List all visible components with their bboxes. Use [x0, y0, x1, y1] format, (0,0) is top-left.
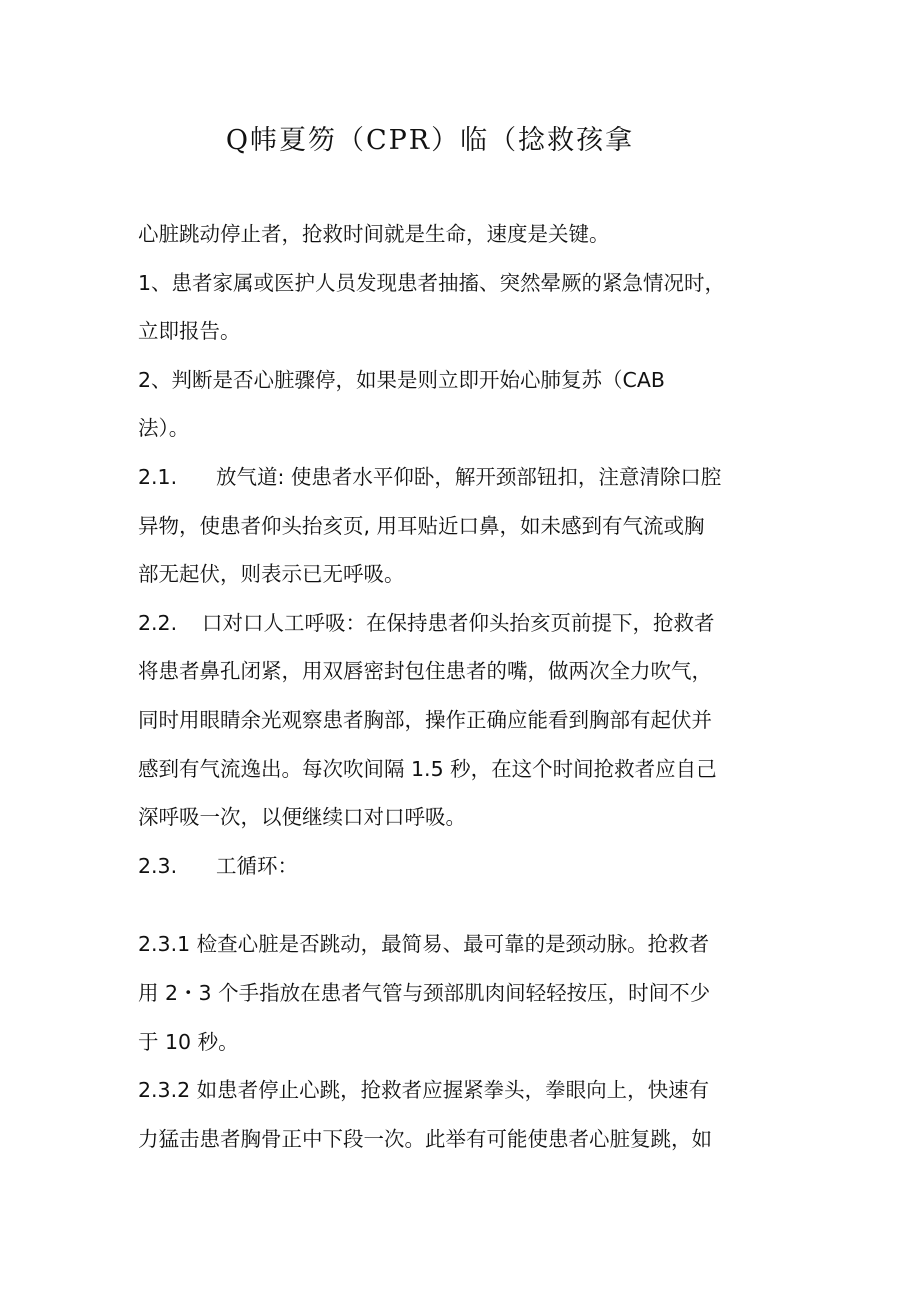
- spacer: [138, 890, 790, 920]
- section-number: 2.1.: [138, 464, 178, 489]
- section-number: 2.2.: [138, 610, 178, 635]
- paragraph-line: 心脏跳动停止者，抢救时间就是生命，速度是关键。: [138, 222, 610, 246]
- paragraph-line: 用 2・3 个手指放在患者气管与颈部肌肉间轻轻按压，时间不少: [138, 980, 711, 1005]
- paragraph-line: 法）。: [138, 416, 190, 441]
- paragraph-text: 口对口人工呼吸：在保持患者仰头抬亥页前提下，抢救者: [202, 610, 715, 635]
- paragraph-line: 1、患者家属或医护人员发现患者抽搐、突然晕厥的紧急情况时，: [138, 270, 726, 295]
- section-number: 2.3.: [138, 853, 178, 878]
- paragraph-text: 放气道: 使患者水平仰卧，解开颈部钮扣，注意清除口腔: [216, 464, 722, 489]
- paragraph-text: 工循环：: [216, 853, 298, 878]
- paragraph-line: 2.3.1 检查心脏是否跳动，最简易、最可靠的是颈动脉。抢救者: [138, 932, 710, 957]
- paragraph-line: 感到有气流逸出。每次吹间隔 1.5 秒，在这个时间抢救者应自己: [138, 756, 717, 781]
- paragraph-line: 将患者鼻孔闭紧，用双唇密封包住患者的嘴，做两次全力吹气，: [138, 659, 712, 684]
- paragraph-line: 立即报告。: [138, 319, 241, 344]
- paragraph-line: 深呼吸一次，以便继续口对口呼吸。: [138, 805, 466, 830]
- document-title: Q帏夏笏（CPR）临（捻救孩拿: [225, 125, 635, 156]
- paragraph-line: 2、判断是否心脏骤停，如果是则立即开始心肺复苏（CAB: [138, 367, 665, 392]
- paragraph-line: 于 10 秒。: [138, 1029, 239, 1054]
- section-2-3-line: [138, 842, 790, 891]
- section-2-2-line: [138, 599, 790, 648]
- paragraph-line: 力猛击患者胸骨正中下段一次。此举有可能使患者心脏复跳，如: [138, 1126, 712, 1151]
- paragraph-line: 2.3.2 如患者停止心跳，抢救者应握紧拳头，拳眼向上，快速有: [138, 1078, 710, 1103]
- paragraph-line: 同时用眼睛余光观察患者胸部，操作正确应能看到胸部有起伏并: [138, 707, 712, 732]
- section-2-1-line: [138, 453, 790, 502]
- document-body: [138, 210, 790, 1163]
- paragraph-line: 异物，使患者仰头抬亥页, 用耳贴近口鼻，如未感到有气流或胸: [138, 513, 705, 538]
- paragraph-line: 部无起伏，则表示已无呼吸。: [138, 562, 405, 587]
